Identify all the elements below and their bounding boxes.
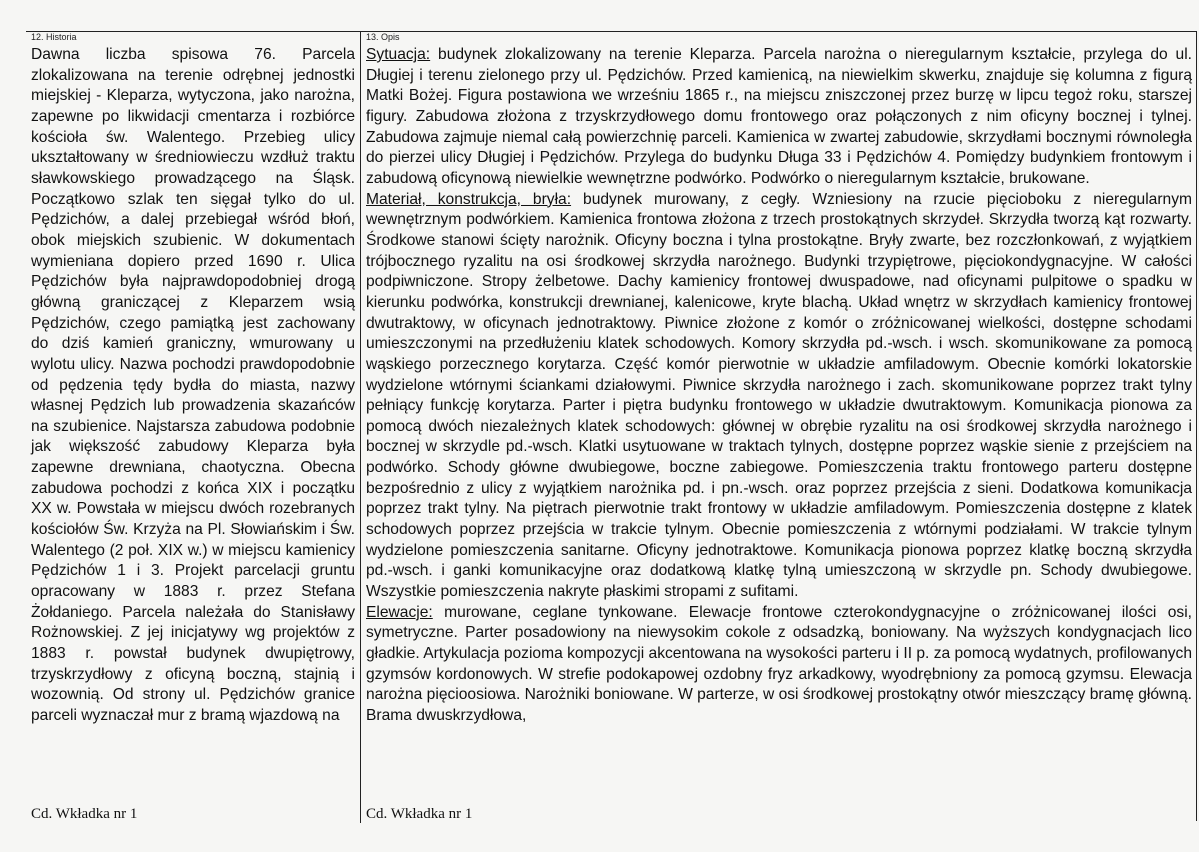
opis-continuation: Cd. Wkładka nr 1 [366,806,473,822]
elewacje-label: Elewacje: [366,603,433,621]
opis-column [366,45,1192,727]
historia-column [31,45,355,727]
table-right-border [1196,31,1197,821]
historia-header: 12. Historia [31,32,77,42]
sytuacja-text: budynek zlokalizowany na terenie Kleparza. Parcela narożna o nieregularnym kształcie, przylega do ul. Długiej i terenu zielonego przy ul. Pędzichów. Przed kamienicą, na niewielkim skwerku, znajduje się kolumna z figurą Matki Bożej. Figura postawiona we wrześniu 1865 r., na miejscu zniszczonej przez burzę w lipcu tegoż roku, starszej figury. Zabudowa złożona z trzyskrzydłowego domu frontowego oraz połączonych z nim oficyny bocznej i tylnej. Zabudowa zajmuje niemal całą powierzchnię parceli. Kamienica w zwartej zabudowie, skrzydłami bocznymi równoległa do pierzei ulicy Długiej i Pędzichów. Przylega do budynku Długa 33 i Pędzichów 4. Pomiędzy budynkiem frontowym i zabudową oficynową niewielkie wewnętrzne podwórko. Podwórko o nieregularnym kształcie, brukowane. [366,46,1192,187]
material-text: budynek murowany, z cegły. Wzniesiony na rzucie pięcioboku z nieregularnym wewnętrznym podwórkiem. Kamienica frontowa złożona z trzech prostokątnych skrzydeł. Skrzydła tworzą kąt rozwarty. Środkowe stanowi ścięty narożnik. Oficyny boczna i tylna prostokątne. Bryły zwarte, bez rozczłonkowań, z wyjątkiem trójbocznego ryzalitu na osi środkowej skrzydła narożnego. Budynki trzypiętrowe, pięciokondygnacyjne. W całości podpiwniczone. Stropy żelbetowe. Dachy kamienicy frontowej dwuspadowe, nad oficynami pulpitowe o spadku w kierunku podwórka, konstrukcji drewnianej, kalenicowe, kryte blachą. Układ wnętrz w skrzydłach kamienicy frontowej dwutraktowy, w oficynach jednotraktowy. Piwnice złożone z komór o zróżnicowanej wielkości, dostępne schodami umieszczonymi na przedłużeniu klatek schodowych. Komory skrzydła pd.-wsch. i wsch. skomunikowane za pomocą wąskiego porzecznego korytarza. Część komór pierwotnie w układzie amfiladowym. Obecnie komórki lokatorskie wydzielone wtórnymi ściankami działowymi. Piwnice skrzydła narożnego i zach. skomunikowane poprzez trakt tylny pełniący funkcję korytarza. Parter i piętra budynku frontowego w układzie dwutraktowym. Komunikacja pionowa za pomocą dwóch niezależnych klatek schodowych: głównej w obrębie ryzalitu na osi środkowej skrzydła narożnego i bocznej w skrzydle pd.-wsch. Klatki usytuowane w traktach tylnych, dostępne poprzez wąskie sienie z przejściem na podwórko. Schody główne dwubiegowe, boczne zabiegowe. Pomieszczenia traktu frontowego parteru dostępne bezpośrednio z ulicy z wyjątkiem narożnika pd. i pn.-wsch. oraz poprzez przejścia z sieni. Dodatkowa komunikacja poprzez trakt tylny. Na piętrach pierwotnie trakt frontowy w układzie amfiladowym. Pomieszczenia dostępne z klatek schodowych poprzez przejścia w trakcie tylnym. Obecnie pomieszczenia z wtórnymi podziałami. W trakcie tylnym wydzielone pomieszczenia sanitarne. Oficyny jednotraktowe. Komunikacja pionowa poprzez klatkę boczną skrzydła pd.-wsch. i ganki komunikacyjne oraz dodatkową klatkę tylną umieszczoną w skrzydle pn. Schody dwubiegowe. Wszystkie pomieszczenia nakryte płaskimi stropami z sufitami. [366,190,1192,601]
historia-text: Dawna liczba spisowa 76. Parcela zlokalizowana na terenie odrębnej jednostki miejskiej - Kleparza, wytyczona, jako narożna, zapewne po likwidacji cmentarza i rozbiórce kościoła św. Walentego. Przebieg ulicy ukształtowany w średniowieczu wzdłuż traktu sławkowskiego prowadzącego na Śląsk. Początkowo szlak ten sięgał tylko do ul. Pędzichów, a dalej przebiegał wśród błoń, obok miejskich szubienic. W dokumentach wymieniana dopiero przed 1690 r. Ulica Pędzichów była najprawdopodobniej drogą główną graniczącej z Kleparzem wsią Pędzichów, czego pamiątką jest zachowany do dziś kamień graniczny, wmurowany u wylotu ulicy. Nazwa pochodzi prawdopodobnie od pędzenia tędy bydła do miasta, nazwy własnej Pędzich lub prowadzenia skazańców na szubienice. Najstarsza zabudowa podobnie jak większość zabudowy Kleparza była zapewne drewniana, chaotyczna. Obecna zabudowa pochodzi z końca XIX i początku XX w. Powstała w miejscu dwóch rozebranych kościołów Św. Krzyża na Pl. Słowiańskim i Św. Walentego (2 poł. XIX w.) w miejscu kamienicy Pędzichów 1 i 3. Projekt parcelacji gruntu opracowany w 1883 r. przez Stefana Żołdaniego. Parcela należała do Stanisławy Rożnowskiej. Z jej inicjatywy wg projektów z 1883 r. powstał budynek dwupiętrowy, trzyskrzydłowy z oficyną boczną, stajnią i wozownią. Od strony ul. Pędzichów granice parceli wyznaczał mur z bramą wjazdową na [31,46,355,724]
elewacje-text: murowane, ceglane tynkowane. Elewacje frontowe czterokondygnacyjne o zróżnicowanej ilości osi, symetryczne. Parter posadowiony na niewysokim cokole z odsadzką, boniowany. Na wyższych kondygnacjach lico gładkie. Artykulacja pozioma kompozycji akcentowana na wysokości parteru i II p. za pomocą wydatnych, profilowanych gzymsów kordonowych. W strefie podokapowej ozdobny fryz arkadkowy, wyodrębniony za pomocą gzymsu. Elewacja narożna pięcioosiowa. Narożniki boniowane. W parterze, w osi środkowej prostokątny otwór mieszczący bramę główną. Brama dwuskrzydłowa, [366,603,1193,724]
opis-header: 13. Opis [366,32,400,42]
sytuacja-paragraph [366,45,1192,190]
table-top-border [26,31,1197,32]
historia-continuation: Cd. Wkładka nr 1 [31,806,138,822]
elewacje-paragraph [366,603,1192,727]
material-label: Materiał, konstrukcja, bryła: [366,190,572,208]
material-paragraph [366,190,1192,603]
sytuacja-label: Sytuacja: [366,46,431,63]
column-divider [360,31,361,823]
